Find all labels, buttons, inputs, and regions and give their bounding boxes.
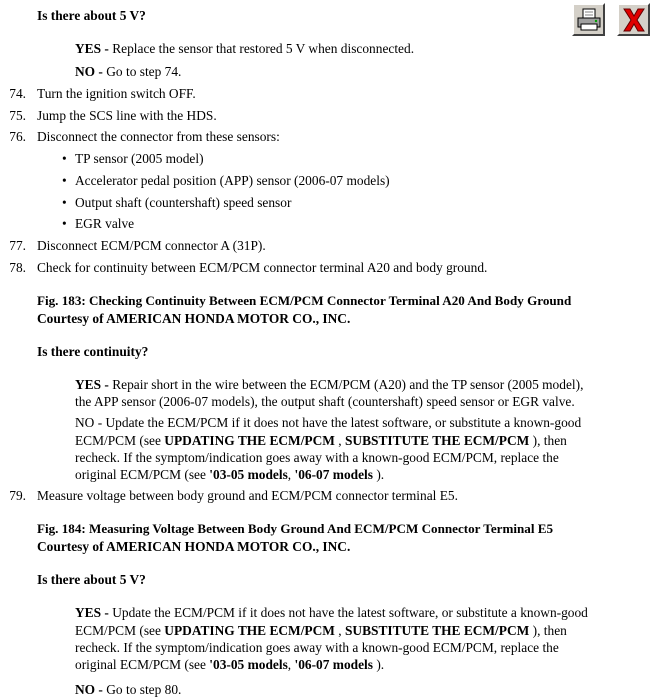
step-text: Measure voltage between body ground and ECM/PCM connector terminal E5.	[37, 488, 458, 503]
no-answer	[75, 414, 581, 432]
step-number: 74.	[9, 86, 26, 101]
yes-text: Replace the sensor that restored 5 V when disconnected.	[112, 41, 415, 56]
no-text: Go to step 80.	[106, 682, 182, 697]
yes-answer	[75, 604, 588, 622]
printer-icon	[575, 6, 603, 34]
link-substitute-ecm[interactable]: SUBSTITUTE THE ECM/PCM	[344, 623, 530, 638]
link-06-07-models[interactable]: '06-07 models	[294, 657, 373, 672]
question-heading: Is there about 5 V?	[37, 572, 146, 587]
no-answer	[75, 681, 181, 699]
no-text: Update the ECM/PCM if it does not have the latest software, or substitute a known-good	[105, 415, 582, 430]
list-item: EGR valve	[75, 216, 135, 231]
text-fragment: original ECM/PCM (see	[75, 467, 206, 482]
text-fragment: ECM/PCM (see	[75, 623, 161, 638]
text-fragment: ), then	[532, 433, 567, 448]
text-fragment: original ECM/PCM (see	[75, 657, 206, 672]
step-text: Disconnect ECM/PCM connector A (31P).	[37, 238, 266, 253]
link-updating-ecm[interactable]: UPDATING THE ECM/PCM	[164, 433, 335, 448]
list-item: Accelerator pedal position (APP) sensor (2006-07 models)	[75, 173, 390, 188]
question-heading: Is there about 5 V?	[37, 8, 146, 23]
yes-text-cont	[75, 622, 567, 640]
text-fragment: ECM/PCM (see	[75, 433, 161, 448]
figure-caption: Fig. 184: Measuring Voltage Between Body Ground And ECM/PCM Connector Terminal E5	[37, 521, 554, 536]
text-fragment: ).	[376, 657, 385, 672]
figure-caption: Fig. 183: Checking Continuity Between ECM/PCM Connector Terminal A20 And Body Ground	[37, 293, 572, 308]
list-item: TP sensor (2005 model)	[75, 151, 204, 166]
step-number: 75.	[9, 108, 26, 123]
bullet-dot: •	[62, 216, 67, 231]
no-text-cont: recheck. If the symptom/indication goes away with a known-good ECM/PCM, replace the	[75, 450, 559, 465]
yes-text-cont: the APP sensor (2006-07 models), the output shaft (countershaft) speed sensor or EGR valve.	[75, 394, 575, 409]
step-text: Jump the SCS line with the HDS.	[37, 108, 217, 123]
figure-credit: Courtesy of AMERICAN HONDA MOTOR CO., INC.	[37, 311, 351, 326]
bullet-dot: •	[62, 195, 67, 210]
question-heading: Is there continuity?	[37, 344, 149, 359]
step-text: Disconnect the connector from these sensors:	[37, 129, 280, 144]
yes-label: YES -	[75, 605, 109, 620]
separator: ,	[338, 433, 342, 448]
no-label: NO -	[75, 64, 103, 79]
yes-text: Update the ECM/PCM if it does not have the latest software, or substitute a known-good	[112, 605, 588, 620]
yes-text-cont: recheck. If the symptom/indication goes away with a known-good ECM/PCM, replace the	[75, 640, 559, 655]
print-button[interactable]	[572, 3, 605, 36]
link-06-07-models[interactable]: '06-07 models	[294, 467, 373, 482]
no-text-cont	[75, 432, 567, 450]
separator: ,	[338, 623, 342, 638]
yes-answer	[75, 40, 414, 58]
link-updating-ecm[interactable]: UPDATING THE ECM/PCM	[164, 623, 335, 638]
close-icon	[620, 6, 648, 34]
step-number: 77.	[9, 238, 26, 253]
text-fragment: ), then	[532, 623, 567, 638]
link-03-05-models[interactable]: '03-05 models	[209, 467, 288, 482]
step-text: Check for continuity between ECM/PCM connector terminal A20 and body ground.	[37, 260, 488, 275]
close-button[interactable]	[617, 3, 650, 36]
no-text-cont: original ECM/PCM (see '03-05 models, '06-07 models ).	[75, 467, 385, 482]
figure-credit: Courtesy of AMERICAN HONDA MOTOR CO., INC.	[37, 539, 351, 554]
step-number: 79.	[9, 488, 26, 503]
yes-text: Repair short in the wire between the ECM/PCM (A20) and the TP sensor (2005 model),	[112, 377, 584, 392]
yes-answer	[75, 376, 583, 394]
bullet-dot: •	[62, 151, 67, 166]
step-number: 76.	[9, 129, 26, 144]
list-item: Output shaft (countershaft) speed sensor	[75, 195, 292, 210]
link-substitute-ecm[interactable]: SUBSTITUTE THE ECM/PCM	[344, 433, 530, 448]
step-text: Turn the ignition switch OFF.	[37, 86, 196, 101]
link-03-05-models[interactable]: '03-05 models	[209, 657, 288, 672]
no-label: NO -	[75, 682, 103, 697]
no-answer	[75, 63, 181, 81]
yes-text-cont: original ECM/PCM (see '03-05 models, '06-07 models ).	[75, 657, 385, 672]
no-label: NO -	[75, 415, 103, 430]
step-number: 78.	[9, 260, 26, 275]
no-text: Go to step 74.	[106, 64, 182, 79]
yes-label: YES -	[75, 41, 109, 56]
bullet-dot: •	[62, 173, 67, 188]
yes-label: YES -	[75, 377, 109, 392]
text-fragment: ).	[376, 467, 385, 482]
